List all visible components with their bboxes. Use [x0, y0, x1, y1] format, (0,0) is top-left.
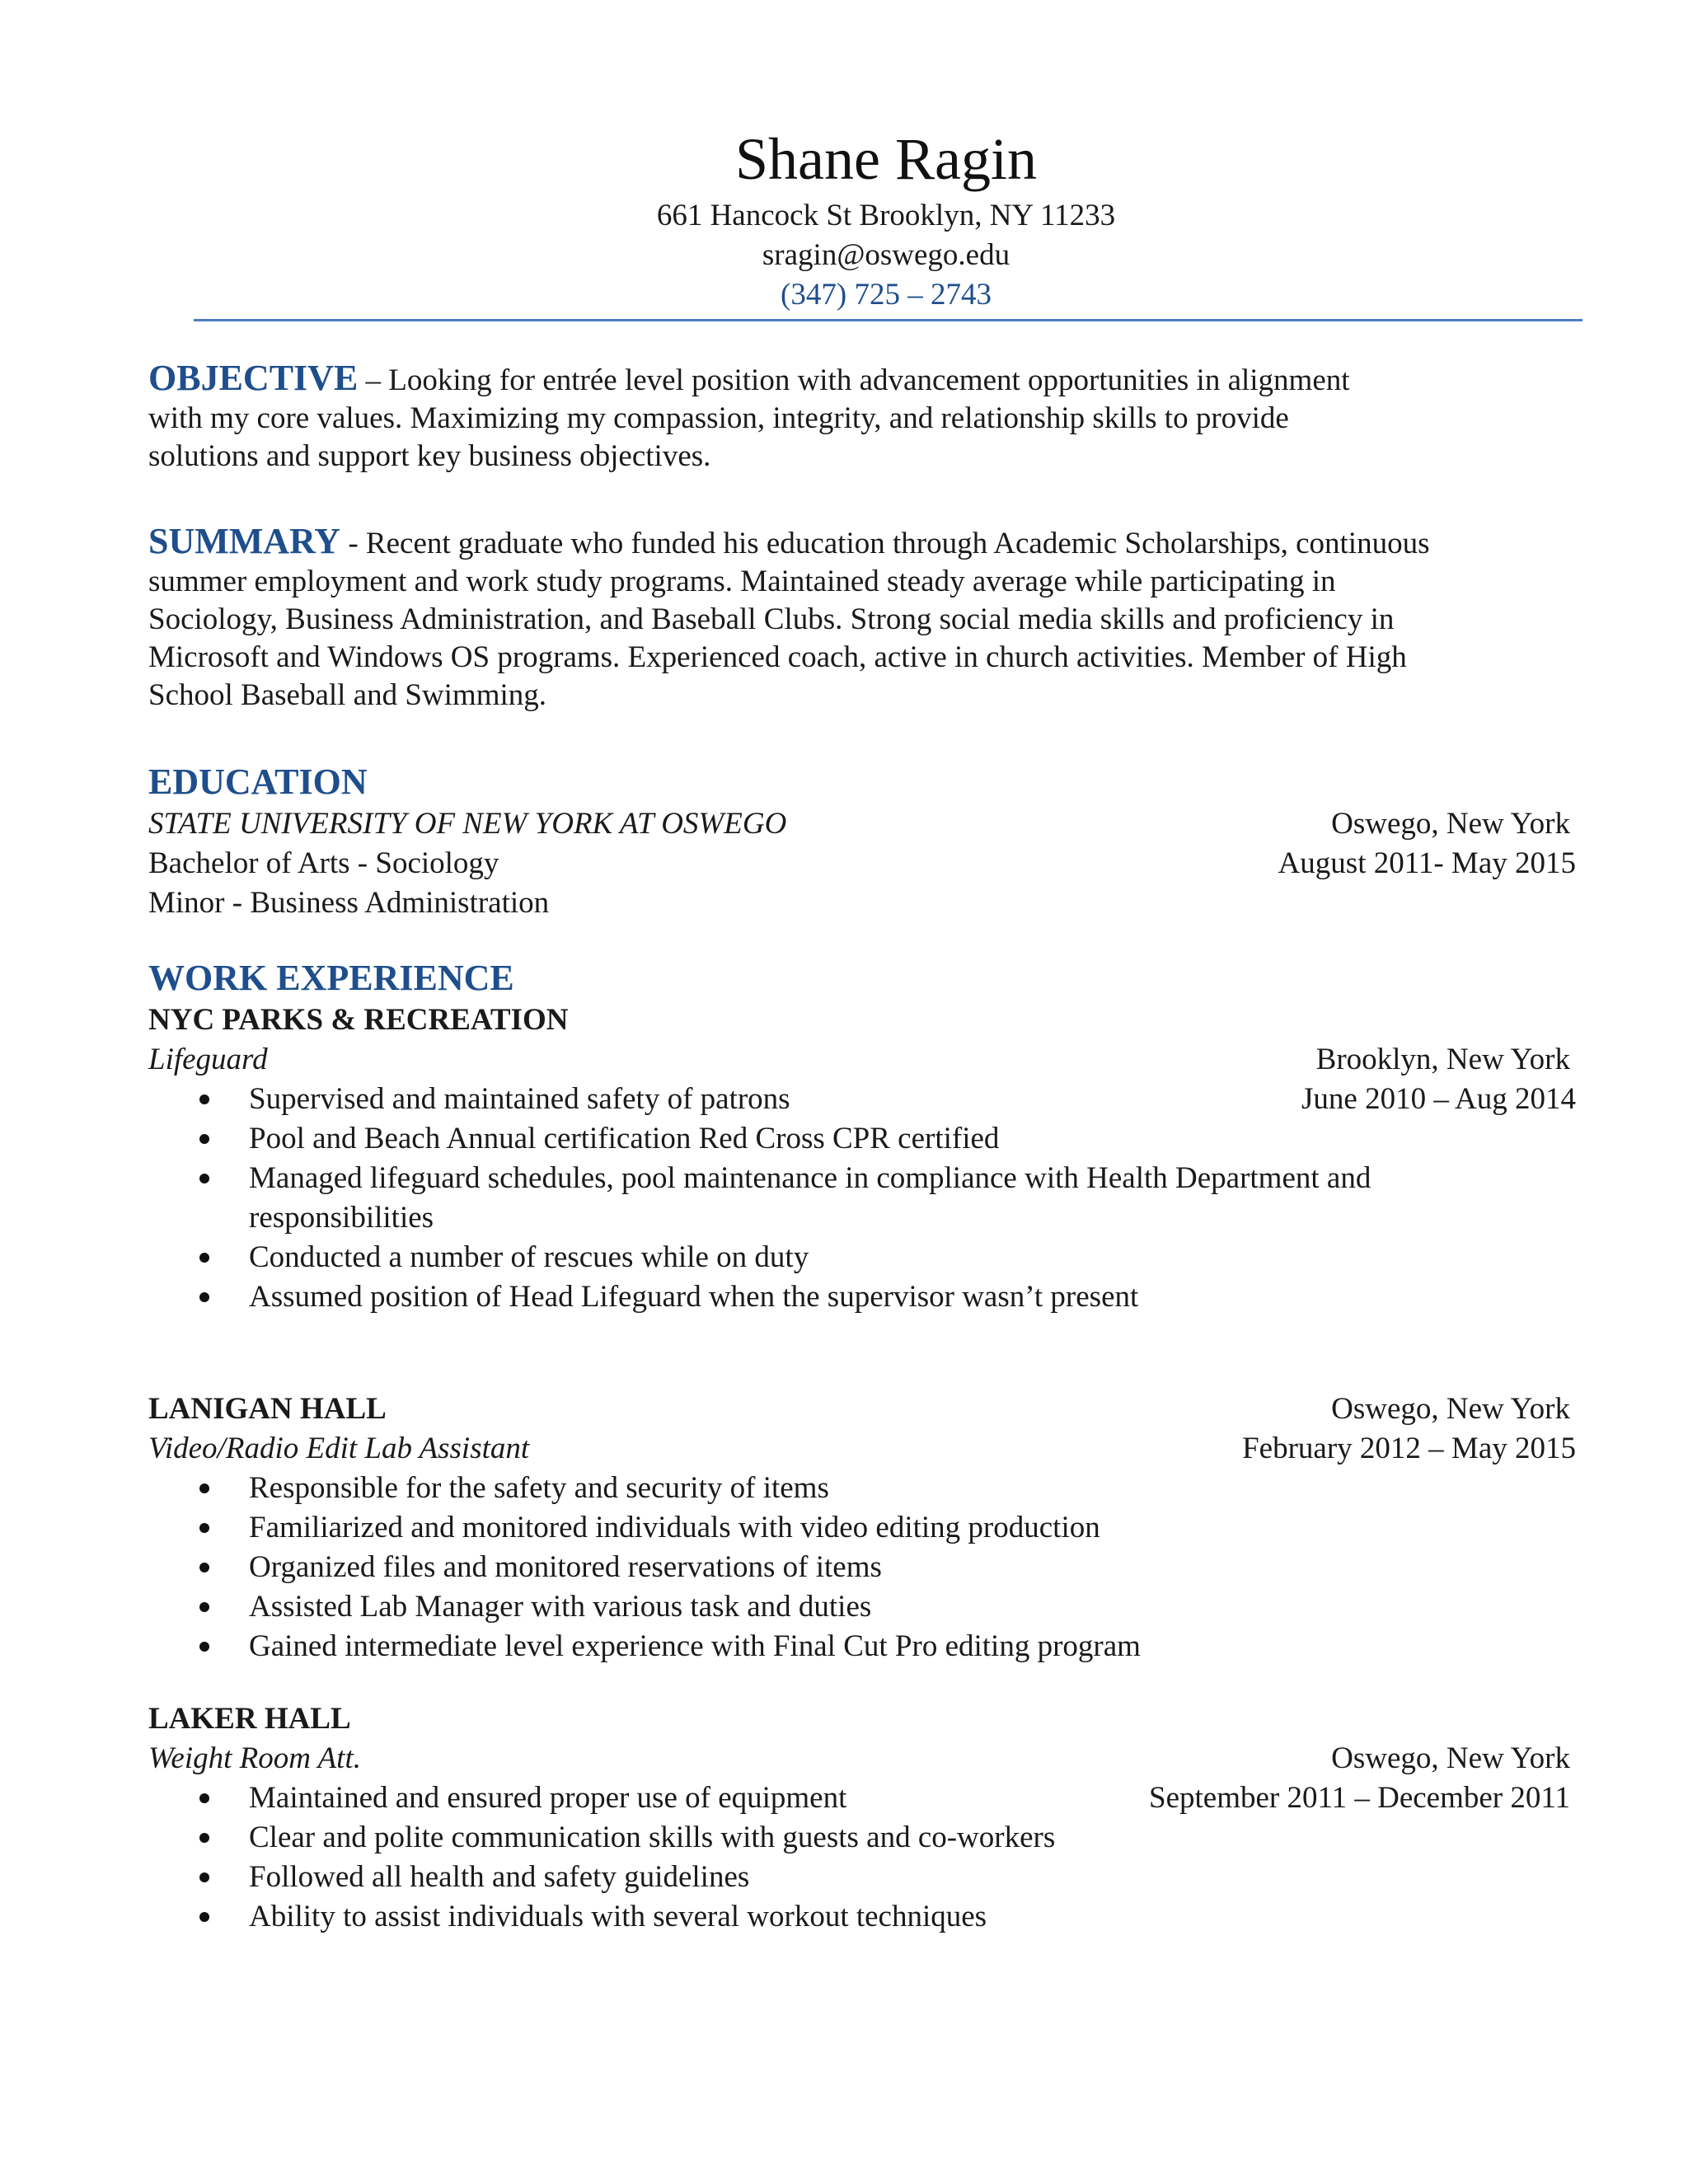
- list-item: Familiarized and monitored individuals with video editing production: [148, 1508, 1582, 1548]
- education-minor-row: [148, 883, 1582, 923]
- job-duties-list: [148, 1779, 1582, 1937]
- school-location: Oswego, New York: [1331, 807, 1570, 841]
- objective-section: [148, 359, 1582, 476]
- bullet-icon: [199, 1872, 209, 1882]
- list-item: Gained intermediate level experience with Final Cut Pro editing program: [148, 1627, 1582, 1666]
- list-item: Assumed position of Head Lifeguard when the supervisor wasn’t present: [148, 1277, 1582, 1317]
- bullet-icon: [199, 1793, 209, 1803]
- header-divider: [194, 319, 1582, 321]
- bullet-icon: [199, 1292, 209, 1302]
- education-dates: August 2011- May 2015: [1278, 846, 1576, 880]
- list-item: Organized files and monitored reservations of items: [148, 1548, 1582, 1587]
- bullet-icon: [199, 1563, 209, 1572]
- job-entry: [148, 1001, 1582, 1317]
- bullet-icon: [199, 1134, 209, 1144]
- job-dates: September 2011 – December 2011: [1149, 1781, 1570, 1815]
- address: 661 Hancock St Brooklyn, NY 11233: [656, 199, 1116, 232]
- summary-text-line-2: summer employment and work study programs. Maintained steady average while participating in: [148, 565, 1336, 598]
- education-degree-row: [148, 844, 1582, 883]
- job-title: Video/Radio Edit Lab Assistant: [148, 1432, 530, 1465]
- summary-text-line-3: Sociology, Business Administration, and Baseball Clubs. Strong social media skills and proficiency in: [148, 602, 1395, 636]
- bullet-icon: [199, 1174, 209, 1183]
- job-entry: [148, 1699, 1582, 1937]
- objective-text-line-2: with my core values. Maximizing my compassion, integrity, and relationship skills to provide: [148, 401, 1289, 435]
- bullet-icon: [199, 1523, 209, 1533]
- job-location: Oswego, New York: [1331, 1741, 1570, 1775]
- job-organization: LANIGAN HALL: [148, 1392, 387, 1426]
- summary-text-line-5: School Baseball and Swimming.: [148, 678, 547, 712]
- bullet-icon: [199, 1642, 209, 1652]
- list-item: Managed lifeguard schedules, pool maintenance in compliance with Health Department and responsibilities: [148, 1159, 1582, 1238]
- objective-text-line-1: – Looking for entrée level position with advancement opportunities in alignment: [358, 363, 1350, 397]
- job-dates: June 2010 – Aug 2014: [1301, 1082, 1576, 1116]
- degree: Bachelor of Arts - Sociology: [148, 846, 499, 880]
- phone-number: (347) 725 – 2743: [781, 278, 992, 312]
- minor: Minor - Business Administration: [148, 886, 550, 920]
- job-title: Lifeguard: [148, 1043, 268, 1076]
- summary-heading: SUMMARY: [148, 521, 341, 561]
- list-item: Pool and Beach Annual certification Red Cross CPR certified: [148, 1119, 1582, 1159]
- job-title-row: [148, 1739, 1582, 1779]
- job-duties-list: [148, 1469, 1582, 1666]
- job-title-row: [148, 1040, 1582, 1080]
- summary-text-line-4: Microsoft and Windows OS programs. Experienced coach, active in church activities. Member of High: [148, 640, 1407, 674]
- summary-section: [148, 523, 1582, 715]
- work-experience-heading: WORK EXPERIENCE: [148, 958, 514, 998]
- bullet-icon: [199, 1094, 209, 1104]
- applicant-name: Shane Ragin: [735, 126, 1037, 192]
- education-section: [148, 760, 1582, 923]
- job-title-row: [148, 1429, 1582, 1469]
- bullet-icon: [199, 1253, 209, 1263]
- list-item: Followed all health and safety guidelines: [148, 1858, 1582, 1897]
- job-organization: NYC PARKS & RECREATION: [148, 1003, 569, 1037]
- list-item: Maintained and ensured proper use of equipment September 2011 – December 2011: [148, 1779, 1582, 1818]
- objective-heading: OBJECTIVE: [148, 358, 359, 398]
- education-heading: EDUCATION: [148, 762, 368, 802]
- job-location: Brooklyn, New York: [1315, 1043, 1570, 1076]
- bullet-icon: [199, 1483, 209, 1493]
- email: sragin@oswego.edu: [762, 238, 1010, 272]
- job-org-row: [148, 1390, 1582, 1429]
- school-name: STATE UNIVERSITY OF NEW YORK AT OSWEGO: [148, 807, 787, 841]
- job-location: Oswego, New York: [1331, 1392, 1570, 1426]
- job-dates: February 2012 – May 2015: [1242, 1432, 1576, 1465]
- objective-text-line-3: solutions and support key business objectives.: [148, 439, 711, 473]
- bullet-icon: [199, 1912, 209, 1922]
- education-school-row: [148, 804, 1582, 844]
- list-item: Supervised and maintained safety of patrons June 2010 – Aug 2014: [148, 1080, 1582, 1119]
- bullet-icon: [199, 1833, 209, 1843]
- job-title: Weight Room Att.: [148, 1741, 361, 1775]
- job-duties-list: [148, 1080, 1582, 1317]
- bullet-icon: [199, 1602, 209, 1612]
- resume-header: [190, 122, 1582, 315]
- list-item: Conducted a number of rescues while on duty: [148, 1238, 1582, 1277]
- work-experience-section: [148, 956, 1582, 1937]
- list-item: Clear and polite communication skills with guests and co-workers: [148, 1818, 1582, 1858]
- list-item: Ability to assist individuals with several workout techniques: [148, 1897, 1582, 1937]
- job-organization: LAKER HALL: [148, 1702, 351, 1736]
- list-item: Responsible for the safety and security of items: [148, 1469, 1582, 1508]
- summary-text-line-1: - Recent graduate who funded his education through Academic Scholarships, continuous: [340, 527, 1430, 560]
- job-entry: [148, 1390, 1582, 1666]
- list-item: Assisted Lab Manager with various task and duties: [148, 1587, 1582, 1627]
